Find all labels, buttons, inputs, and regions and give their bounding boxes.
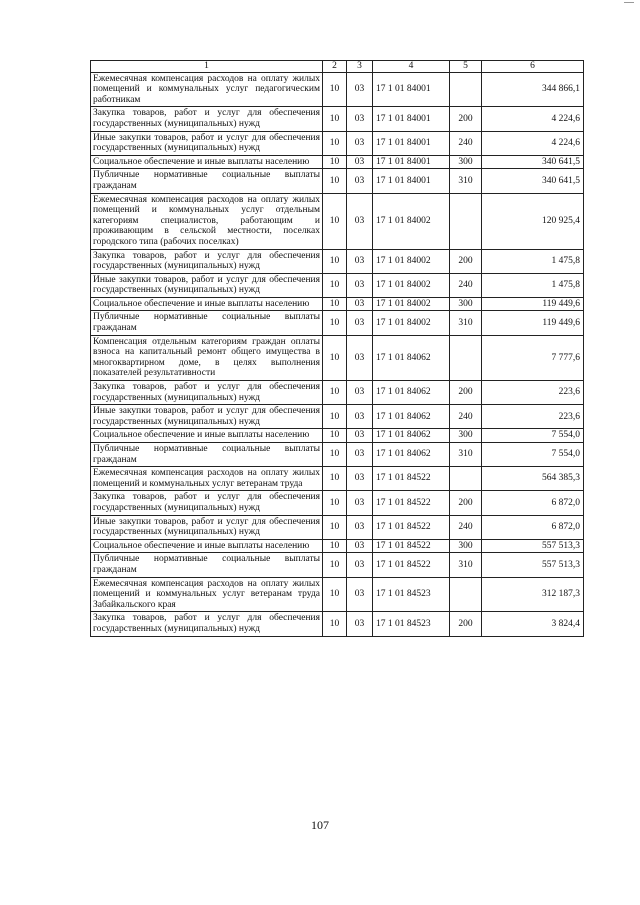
row-description: Ежемесячная компенсация расходов на оплату жилых помещений и коммунальных услуг ветеранам труда (91, 467, 323, 491)
table-row (91, 443, 584, 467)
target-article: 17 1 01 84522 (373, 515, 450, 539)
target-article: 17 1 01 84523 (373, 612, 450, 636)
section-code: 10 (323, 131, 347, 155)
expense-type: 300 (450, 539, 482, 553)
expense-type: 300 (450, 297, 482, 311)
row-description: Закупка товаров, работ и услуг для обеспечения государственных (муниципальных) нужд (91, 612, 323, 636)
table-row (91, 491, 584, 515)
expense-type: 240 (450, 131, 482, 155)
target-article: 17 1 01 84522 (373, 467, 450, 491)
row-description: Социальное обеспечение и иные выплаты населению (91, 297, 323, 311)
table-row (91, 107, 584, 131)
row-description: Публичные нормативные социальные выплаты гражданам (91, 553, 323, 577)
expense-type: 310 (450, 443, 482, 467)
subsection-code: 03 (347, 539, 373, 553)
header-cell: 6 (482, 61, 584, 73)
header-cell: 5 (450, 61, 482, 73)
subsection-code: 03 (347, 405, 373, 429)
table-row (91, 467, 584, 491)
section-code: 10 (323, 107, 347, 131)
row-description: Иные закупки товаров, работ и услуг для обеспечения государственных (муниципальных) нужд (91, 273, 323, 297)
amount: 119 449,6 (482, 311, 584, 335)
section-code: 10 (323, 297, 347, 311)
section-code: 10 (323, 249, 347, 273)
target-article: 17 1 01 84522 (373, 491, 450, 515)
expense-type: 200 (450, 612, 482, 636)
amount: 564 385,3 (482, 467, 584, 491)
row-description: Закупка товаров, работ и услуг для обеспечения государственных (муниципальных) нужд (91, 249, 323, 273)
table-row (91, 553, 584, 577)
table-row (91, 335, 584, 380)
target-article: 17 1 01 84002 (373, 273, 450, 297)
target-article: 17 1 01 84522 (373, 553, 450, 577)
target-article: 17 1 01 84002 (373, 297, 450, 311)
table-row (91, 515, 584, 539)
expense-type: 200 (450, 381, 482, 405)
section-code: 10 (323, 612, 347, 636)
table-row (91, 405, 584, 429)
subsection-code: 03 (347, 381, 373, 405)
row-description: Иные закупки товаров, работ и услуг для обеспечения государственных (муниципальных) нужд (91, 515, 323, 539)
amount: 7 777,6 (482, 335, 584, 380)
amount: 312 187,3 (482, 577, 584, 612)
amount: 4 224,6 (482, 131, 584, 155)
amount: 4 224,6 (482, 107, 584, 131)
section-code: 10 (323, 467, 347, 491)
target-article: 17 1 01 84062 (373, 443, 450, 467)
section-code: 10 (323, 491, 347, 515)
row-description: Компенсация отдельным категориям граждан оплаты взноса на капитальный ремонт общего имущества в многоквартирном доме, в целях выполнения показателей результативности (91, 335, 323, 380)
subsection-code: 03 (347, 249, 373, 273)
scan-mark (624, 2, 634, 6)
section-code: 10 (323, 405, 347, 429)
expense-type: 200 (450, 491, 482, 515)
expense-type: 240 (450, 405, 482, 429)
target-article: 17 1 01 84062 (373, 381, 450, 405)
expense-type: 310 (450, 553, 482, 577)
row-description: Закупка товаров, работ и услуг для обеспечения государственных (муниципальных) нужд (91, 381, 323, 405)
target-article: 17 1 01 84001 (373, 131, 450, 155)
subsection-code: 03 (347, 297, 373, 311)
row-description: Ежемесячная компенсация расходов на оплату жилых помещений и коммунальных услуг педагогическим работникам (91, 72, 323, 107)
header-cell: 4 (373, 61, 450, 73)
subsection-code: 03 (347, 443, 373, 467)
subsection-code: 03 (347, 131, 373, 155)
amount: 1 475,8 (482, 273, 584, 297)
section-code: 10 (323, 381, 347, 405)
target-article: 17 1 01 84001 (373, 169, 450, 193)
target-article: 17 1 01 84062 (373, 335, 450, 380)
table-row (91, 539, 584, 553)
expense-type: 310 (450, 169, 482, 193)
table-body (91, 72, 584, 636)
section-code: 10 (323, 577, 347, 612)
table-row (91, 155, 584, 169)
target-article: 17 1 01 84523 (373, 577, 450, 612)
table-row (91, 297, 584, 311)
amount: 119 449,6 (482, 297, 584, 311)
section-code: 10 (323, 443, 347, 467)
expense-type: 200 (450, 249, 482, 273)
subsection-code: 03 (347, 72, 373, 107)
section-code: 10 (323, 155, 347, 169)
header-cell: 3 (347, 61, 373, 73)
subsection-code: 03 (347, 515, 373, 539)
subsection-code: 03 (347, 311, 373, 335)
subsection-code: 03 (347, 155, 373, 169)
subsection-code: 03 (347, 429, 373, 443)
expense-type (450, 193, 482, 249)
expense-type: 200 (450, 107, 482, 131)
table-row (91, 429, 584, 443)
subsection-code: 03 (347, 193, 373, 249)
row-description: Ежемесячная компенсация расходов на оплату жилых помещений и коммунальных услуг отдельным категориям специалистов, работающим и проживающим в сельской местности, поселках городского типа (рабочих поселках) (91, 193, 323, 249)
amount: 557 513,3 (482, 539, 584, 553)
row-description: Публичные нормативные социальные выплаты гражданам (91, 311, 323, 335)
row-description: Закупка товаров, работ и услуг для обеспечения государственных (муниципальных) нужд (91, 491, 323, 515)
amount: 7 554,0 (482, 443, 584, 467)
table-row (91, 311, 584, 335)
table-row (91, 249, 584, 273)
target-article: 17 1 01 84001 (373, 155, 450, 169)
page-number: 107 (311, 818, 329, 832)
expense-type (450, 335, 482, 380)
row-description: Социальное обеспечение и иные выплаты населению (91, 429, 323, 443)
section-code: 10 (323, 273, 347, 297)
header-cell: 2 (323, 61, 347, 73)
amount: 344 866,1 (482, 72, 584, 107)
section-code: 10 (323, 311, 347, 335)
amount: 6 872,0 (482, 491, 584, 515)
section-code: 10 (323, 539, 347, 553)
target-article: 17 1 01 84002 (373, 249, 450, 273)
expense-type: 300 (450, 155, 482, 169)
row-description: Ежемесячная компенсация расходов на оплату жилых помещений и коммунальных услуг ветеранам труда Забайкальского края (91, 577, 323, 612)
table-row (91, 193, 584, 249)
expense-type (450, 467, 482, 491)
section-code: 10 (323, 72, 347, 107)
table-row (91, 381, 584, 405)
header-row (91, 61, 584, 73)
row-description: Социальное обеспечение и иные выплаты населению (91, 539, 323, 553)
amount: 1 475,8 (482, 249, 584, 273)
subsection-code: 03 (347, 107, 373, 131)
amount: 223,6 (482, 381, 584, 405)
amount: 340 641,5 (482, 169, 584, 193)
expense-type: 310 (450, 311, 482, 335)
document-page (90, 60, 583, 637)
expense-type: 240 (450, 515, 482, 539)
table-row (91, 131, 584, 155)
budget-table (90, 60, 584, 637)
target-article: 17 1 01 84002 (373, 311, 450, 335)
expense-type: 240 (450, 273, 482, 297)
subsection-code: 03 (347, 273, 373, 297)
subsection-code: 03 (347, 467, 373, 491)
target-article: 17 1 01 84062 (373, 429, 450, 443)
expense-type (450, 72, 482, 107)
row-description: Иные закупки товаров, работ и услуг для обеспечения государственных (муниципальных) нужд (91, 131, 323, 155)
expense-type (450, 577, 482, 612)
header-cell: 1 (91, 61, 323, 73)
section-code: 10 (323, 335, 347, 380)
target-article: 17 1 01 84002 (373, 193, 450, 249)
table-row (91, 169, 584, 193)
table-row (91, 72, 584, 107)
amount: 557 513,3 (482, 553, 584, 577)
amount: 7 554,0 (482, 429, 584, 443)
section-code: 10 (323, 169, 347, 193)
row-description: Публичные нормативные социальные выплаты гражданам (91, 443, 323, 467)
subsection-code: 03 (347, 491, 373, 515)
row-description: Иные закупки товаров, работ и услуг для обеспечения государственных (муниципальных) нужд (91, 405, 323, 429)
section-code: 10 (323, 553, 347, 577)
target-article: 17 1 01 84001 (373, 72, 450, 107)
amount: 6 872,0 (482, 515, 584, 539)
expense-type: 300 (450, 429, 482, 443)
section-code: 10 (323, 515, 347, 539)
table-row (91, 612, 584, 636)
row-description: Публичные нормативные социальные выплаты гражданам (91, 169, 323, 193)
subsection-code: 03 (347, 553, 373, 577)
subsection-code: 03 (347, 612, 373, 636)
amount: 3 824,4 (482, 612, 584, 636)
section-code: 10 (323, 429, 347, 443)
target-article: 17 1 01 84062 (373, 405, 450, 429)
table-row (91, 577, 584, 612)
amount: 120 925,4 (482, 193, 584, 249)
target-article: 17 1 01 84001 (373, 107, 450, 131)
row-description: Социальное обеспечение и иные выплаты населению (91, 155, 323, 169)
row-description: Закупка товаров, работ и услуг для обеспечения государственных (муниципальных) нужд (91, 107, 323, 131)
amount: 223,6 (482, 405, 584, 429)
table-row (91, 273, 584, 297)
target-article: 17 1 01 84522 (373, 539, 450, 553)
subsection-code: 03 (347, 169, 373, 193)
section-code: 10 (323, 193, 347, 249)
amount: 340 641,5 (482, 155, 584, 169)
subsection-code: 03 (347, 335, 373, 380)
subsection-code: 03 (347, 577, 373, 612)
